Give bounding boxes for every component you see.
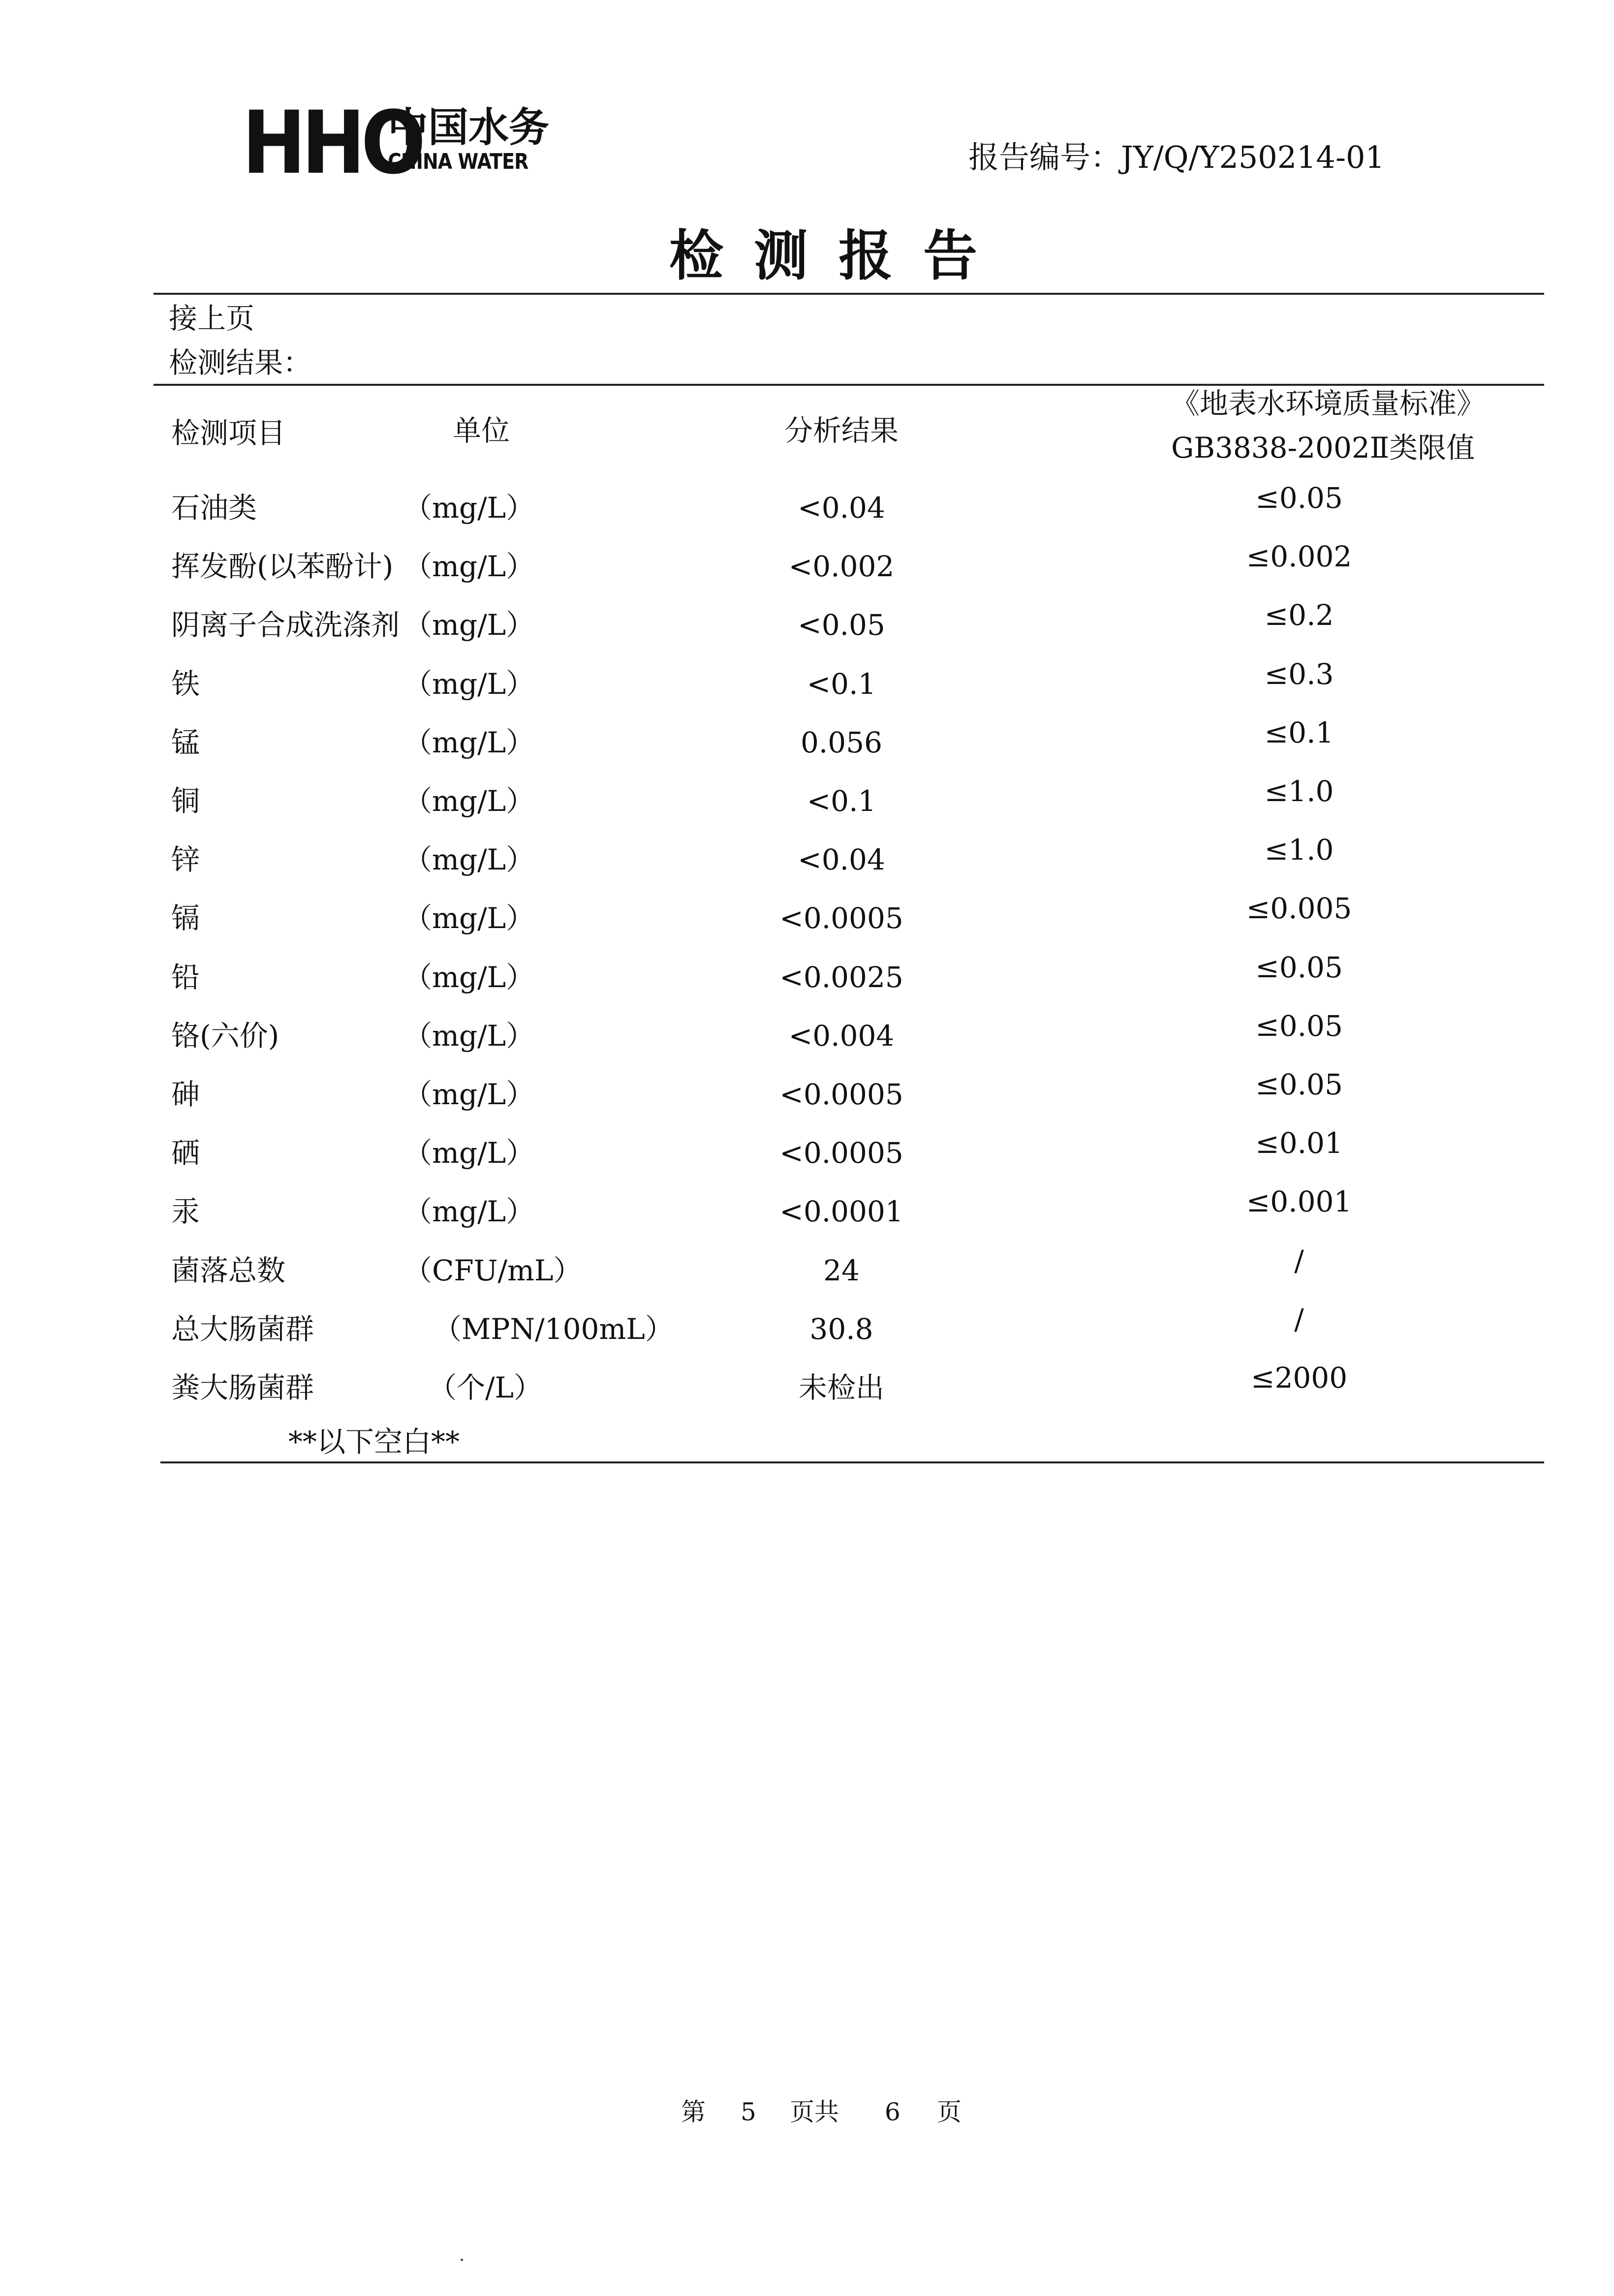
footer-page-number: 5 xyxy=(741,2098,756,2126)
row-unit: （mg/L） xyxy=(404,726,535,759)
row-limit: ≤0.1 xyxy=(1264,716,1334,749)
footer-suffix: 页 xyxy=(937,2098,962,2126)
row-unit: （mg/L） xyxy=(404,608,535,642)
row-item-name: 镉 xyxy=(171,901,200,935)
footer-prefix: 第 xyxy=(681,2098,706,2126)
row-limit: ≤1.0 xyxy=(1264,833,1334,867)
logo-english-name: CHINA WATER xyxy=(388,149,528,174)
row-item-name: 铜 xyxy=(171,784,200,818)
row-item-name: 总大肠菌群 xyxy=(171,1312,314,1346)
row-item-name: 砷 xyxy=(171,1078,200,1111)
results-label: 检测结果： xyxy=(169,346,312,379)
row-limit: ≤0.05 xyxy=(1255,1009,1343,1043)
row-item-name: 粪大肠菌群 xyxy=(171,1371,314,1404)
row-unit: （mg/L） xyxy=(404,784,535,818)
row-unit: （mg/L） xyxy=(404,550,535,583)
row-result: <0.004 xyxy=(788,1019,895,1053)
footer-total-pages: 6 xyxy=(885,2098,900,2126)
row-unit: （mg/L） xyxy=(404,667,535,701)
row-limit: ≤0.05 xyxy=(1255,951,1343,984)
row-item-name: 铅 xyxy=(171,961,200,994)
column-header-limit-class: GB3838-2002Ⅱ类限值 xyxy=(1171,431,1475,465)
continued-label: 接上页 xyxy=(169,302,255,335)
row-result: <0.0001 xyxy=(779,1195,903,1228)
blank-note: **以下空白** xyxy=(288,1425,460,1458)
column-header-item: 检测项目 xyxy=(171,416,286,450)
logo-hho-mark: HHO xyxy=(242,93,422,193)
column-header-result: 分析结果 xyxy=(784,414,899,447)
row-item-name: 挥发酚(以苯酚计) xyxy=(171,550,394,583)
row-result: 30.8 xyxy=(809,1312,873,1346)
row-result: <0.0025 xyxy=(779,961,903,994)
row-result: <0.0005 xyxy=(779,1136,903,1170)
logo-chinese-name: 中国水务 xyxy=(388,104,550,151)
scan-speck xyxy=(461,2259,463,2261)
row-limit: / xyxy=(1294,1244,1304,1277)
row-item-name: 汞 xyxy=(171,1195,200,1228)
row-result: 24 xyxy=(823,1254,860,1287)
column-header-unit: 单位 xyxy=(453,414,510,447)
table-top-divider xyxy=(154,384,1544,386)
row-limit: ≤0.3 xyxy=(1264,657,1334,691)
title-divider xyxy=(154,293,1544,295)
row-result: <0.05 xyxy=(798,608,885,642)
row-limit: ≤0.001 xyxy=(1246,1185,1352,1218)
row-limit: ≤0.002 xyxy=(1246,540,1352,573)
row-item-name: 硒 xyxy=(171,1136,200,1170)
row-limit: / xyxy=(1294,1303,1304,1336)
row-unit: （CFU/mL） xyxy=(404,1254,582,1287)
row-result: <0.1 xyxy=(807,784,876,818)
row-unit: （mg/L） xyxy=(404,1078,535,1111)
row-item-name: 阴离子合成洗涤剂 xyxy=(171,608,400,642)
row-limit: ≤0.01 xyxy=(1255,1126,1343,1160)
row-unit: （个/L） xyxy=(428,1371,543,1404)
row-unit: （mg/L） xyxy=(404,843,535,876)
row-limit: ≤0.05 xyxy=(1255,481,1343,515)
row-limit: ≤0.05 xyxy=(1255,1068,1343,1101)
row-unit: （mg/L） xyxy=(404,1195,535,1228)
row-item-name: 菌落总数 xyxy=(171,1254,286,1287)
row-limit: ≤1.0 xyxy=(1264,775,1334,808)
page-title: 检测报告 xyxy=(669,224,1008,287)
row-result: <0.0005 xyxy=(779,901,903,935)
row-item-name: 锰 xyxy=(171,726,200,759)
row-item-name: 锌 xyxy=(171,843,200,876)
row-unit: （mg/L） xyxy=(404,491,535,525)
row-item-name: 铁 xyxy=(171,667,200,701)
row-result: <0.1 xyxy=(807,667,876,701)
report-number: 报告编号：JY/Q/Y250214-01 xyxy=(968,139,1385,175)
row-item-name: 铬(六价) xyxy=(171,1019,279,1053)
row-result: <0.0005 xyxy=(779,1078,903,1111)
row-result: 未检出 xyxy=(798,1371,884,1404)
row-limit: ≤0.2 xyxy=(1264,598,1334,632)
table-bottom-divider xyxy=(160,1461,1544,1463)
row-item-name: 石油类 xyxy=(171,491,257,525)
row-limit: ≤0.005 xyxy=(1246,892,1352,925)
row-result: 0.056 xyxy=(800,726,883,759)
row-result: <0.04 xyxy=(798,843,885,876)
row-result: <0.04 xyxy=(798,491,885,525)
row-unit: （mg/L） xyxy=(404,1019,535,1053)
row-unit: （mg/L） xyxy=(404,961,535,994)
row-result: <0.002 xyxy=(788,550,895,583)
footer-mid: 页共 xyxy=(790,2098,839,2126)
row-unit: （mg/L） xyxy=(404,901,535,935)
column-header-limit-standard: 《地表水环境质量标准》 xyxy=(1171,387,1486,420)
row-unit: （mg/L） xyxy=(404,1136,535,1170)
company-logo xyxy=(242,93,551,193)
row-unit: （MPN/100mL） xyxy=(433,1312,674,1346)
row-limit: ≤2000 xyxy=(1250,1361,1348,1395)
